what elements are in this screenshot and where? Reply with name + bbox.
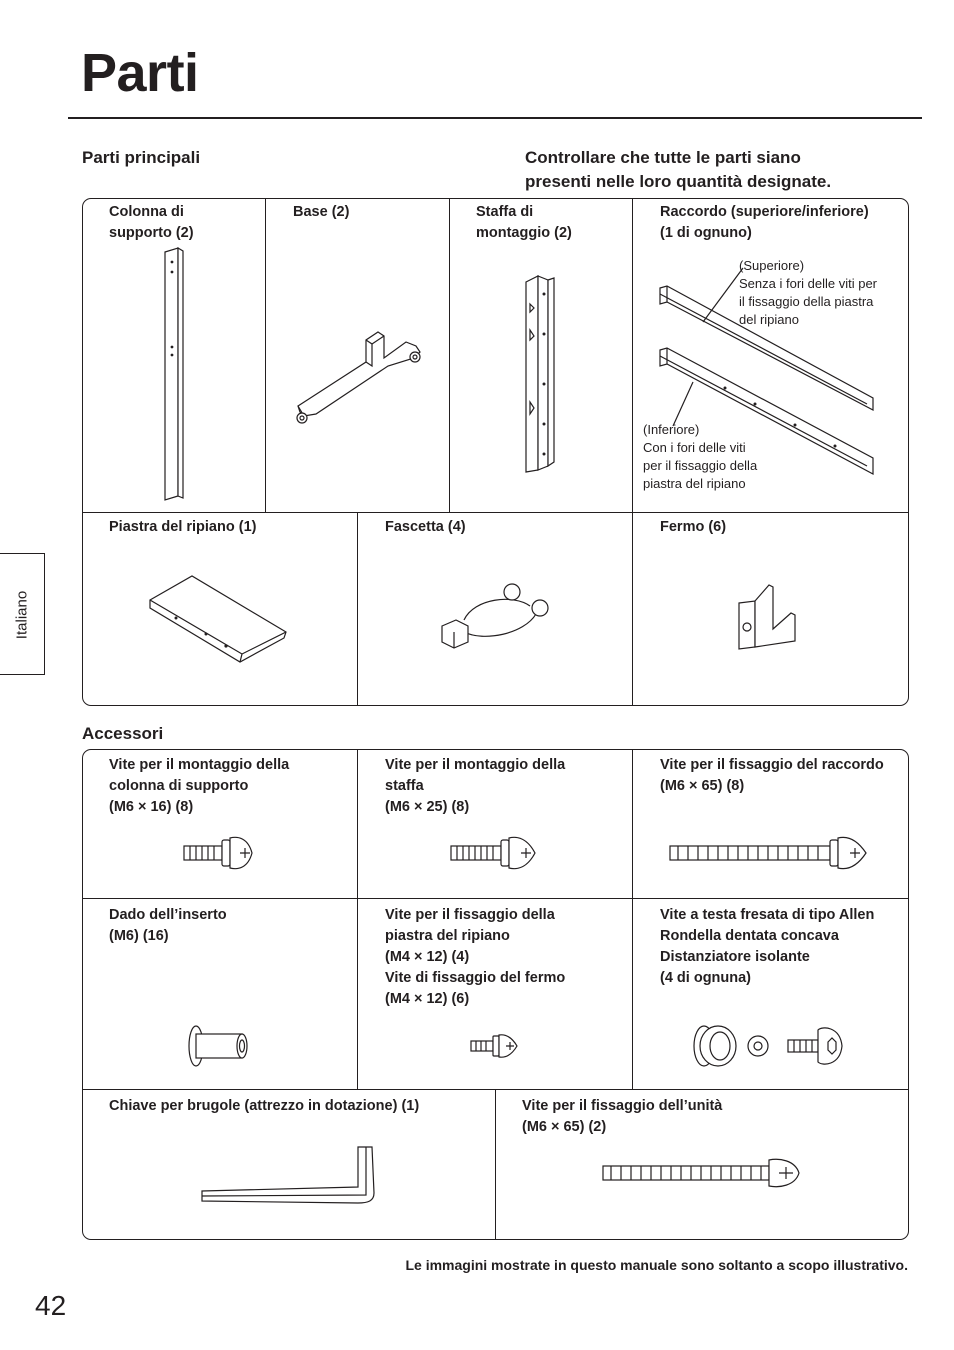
part-label-clamp: Fascetta (4) bbox=[385, 519, 466, 535]
screw-medium-icon bbox=[449, 834, 544, 874]
shelf-plate-icon bbox=[146, 572, 296, 668]
support-column-icon bbox=[160, 248, 190, 503]
table-divider bbox=[82, 512, 909, 513]
title-rule bbox=[68, 117, 922, 119]
table-divider bbox=[357, 512, 358, 706]
accessory-label-allen-key: Chiave per brugole (attrezzo in dotazione) (1) bbox=[109, 1098, 420, 1114]
accessory-label-joint-screw: Vite per il fissaggio del raccordo (M6 × 65) (8) bbox=[660, 757, 884, 794]
screw-short-icon bbox=[182, 834, 262, 874]
mounting-bracket-icon bbox=[522, 274, 562, 474]
page-number: 42 bbox=[35, 1290, 67, 1321]
part-label-support-column: Colonna di supporto (2) bbox=[109, 204, 194, 241]
screw-unit-icon bbox=[601, 1156, 806, 1192]
part-label-mounting-bracket: Staffa di montaggio (2) bbox=[476, 204, 572, 241]
table-divider bbox=[265, 198, 266, 512]
part-label-stopper: Fermo (6) bbox=[660, 519, 727, 535]
table-divider bbox=[495, 1089, 496, 1240]
joint-lower-note: (Inferiore) Con i fori delle viti per il fissaggio della piastra del ripiano bbox=[643, 422, 758, 491]
table-divider bbox=[632, 198, 633, 706]
accessories-heading: Accessori bbox=[82, 724, 164, 743]
main-parts-heading: Parti principali bbox=[82, 148, 201, 167]
footer-disclaimer: Le immagini mostrate in questo manuale sono soltanto a scopo illustrativo. bbox=[405, 1257, 908, 1273]
joint-upper-note: (Superiore) Senza i fori delle viti per il fissaggio della piastra del ripiano bbox=[739, 258, 878, 327]
stopper-icon bbox=[733, 583, 803, 653]
part-label-shelf-plate: Piastra del ripiano (1) bbox=[109, 519, 257, 535]
screw-small-icon bbox=[469, 1032, 524, 1062]
table-divider bbox=[357, 749, 358, 1089]
clamp-icon bbox=[434, 580, 554, 660]
accessory-label-insert-nut: Dado dell’inserto (M6) (16) bbox=[109, 907, 227, 944]
screw-long-icon bbox=[668, 834, 873, 874]
joint-upper-lower-icon bbox=[655, 280, 880, 495]
allen-screw-set-icon bbox=[692, 1024, 852, 1070]
check-parts-note: Controllare che tutte le parti siano presenti nelle loro quantità designate. bbox=[525, 148, 832, 191]
table-divider bbox=[449, 198, 450, 512]
language-tab-label: Italiano bbox=[13, 590, 31, 640]
accessory-label-allen-set: Vite a testa fresata di tipo Allen Rondella dentata concava Distanziatore isolante (4 di ognuna) bbox=[660, 907, 875, 986]
page-title: Parti bbox=[81, 43, 199, 103]
accessory-label-column-screw: Vite per il montaggio della colonna di supporto (M6 × 16) (8) bbox=[109, 757, 290, 815]
accessory-label-unit-screw: Vite per il fissaggio dell’unità (M6 × 65) (2) bbox=[522, 1098, 723, 1135]
part-label-joint: Raccordo (superiore/inferiore) (1 di ognuno) bbox=[660, 204, 869, 241]
part-label-base: Base (2) bbox=[293, 204, 350, 220]
accessory-label-shelf-screw: Vite per il fissaggio della piastra del ripiano (M4 × 12) (4) Vite di fissaggio del fermo (M4 × 12) (6) bbox=[385, 907, 566, 1007]
language-tab bbox=[0, 553, 45, 675]
accessory-label-bracket-screw: Vite per il montaggio della staffa (M6 × 25) (8) bbox=[385, 757, 566, 815]
table-divider bbox=[82, 898, 909, 899]
table-divider bbox=[632, 749, 633, 1089]
insert-nut-icon bbox=[186, 1024, 252, 1070]
allen-key-icon bbox=[198, 1143, 383, 1205]
base-icon bbox=[288, 322, 428, 432]
